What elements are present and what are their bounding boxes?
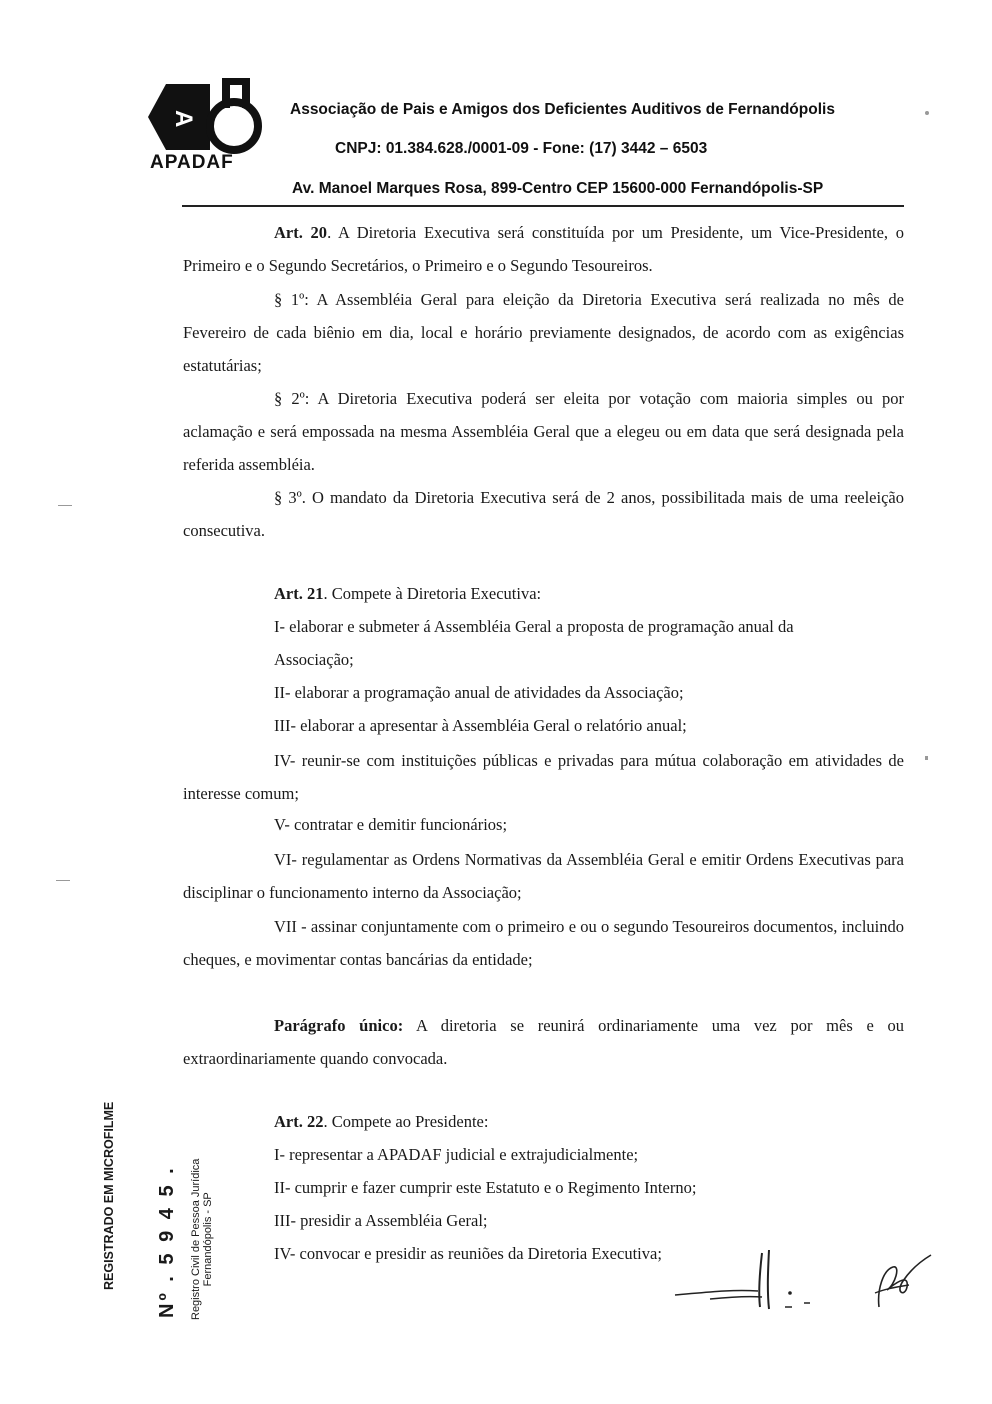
art22-label: Art. 22 [274, 1112, 324, 1131]
art20-section3: § 3º. O mandato da Diretoria Executiva será de 2 anos, possibilitada mais de uma reeleição consecutiva. [183, 488, 904, 540]
paragrafo-unico-text: A diretoria se reunirá ordinariamente uma vez por mês e ou extraordinariamente quando convocada. [183, 1016, 904, 1068]
address: Av. Manoel Marques Rosa, 899-Centro CEP 15600-000 Fernandópolis-SP [292, 180, 824, 197]
registry-office-line2: Fernandópolis - SP [202, 1192, 214, 1287]
header-divider [182, 205, 904, 207]
registration-number: Nº . 5 9 4 5 . [156, 1165, 178, 1318]
scan-speck [56, 880, 70, 881]
paragrafo-unico [183, 1009, 904, 1075]
art20-section2: § 2º: A Diretoria Executiva poderá ser eleita por votação com maioria simples ou por aclamação e será empossada na mesma Assembléia Geral que a elegeu ou em data que será designada pela referida assembléia. [183, 389, 904, 474]
art20-label: Art. 20 [274, 223, 328, 242]
signature-1 [670, 1245, 820, 1315]
scan-speck [58, 505, 72, 506]
art21-item-2: II- elaborar a programação anual de atividades da Associação; [274, 683, 684, 702]
art21-item-4: IV- reunir-se com instituições públicas e privadas para mútua colaboração em atividades de interesse comum; [183, 751, 904, 803]
microfilm-stamp: REGISTRADO EM MICROFILME [102, 1101, 116, 1290]
art21-heading [274, 584, 541, 604]
art22-item-1: I- representar a APADAF judicial e extrajudicialmente; [274, 1145, 639, 1164]
art21-item-5: V- contratar e demitir funcionários; [274, 815, 508, 834]
art21-item-1a: I- elaborar e submeter á Assembléia Geral a proposta de programação anual da [274, 617, 794, 636]
art21-item-3: III- elaborar a apresentar à Assembléia Geral o relatório anual; [274, 716, 687, 735]
art21-item-7: VII - assinar conjuntamente com o primeiro e ou o segundo Tesoureiros documentos, incluindo cheques, e movimentar contas bancárias da entidade; [183, 917, 904, 969]
logo-wordmark: APADAF [150, 152, 234, 173]
signature-2 [865, 1245, 935, 1315]
svg-text:A: A [170, 110, 197, 128]
cnpj-phone: CNPJ: 01.384.628./0001-09 - Fone: (17) 3442 – 6503 [335, 140, 708, 157]
art20-text: . A Diretoria Executiva será constituída por um Presidente, um Vice-Presidente, o Primeiro e o Segundo Secretários, o Primeiro e o Segundo Tesoureiros. [183, 223, 904, 275]
art21-item-1b: Associação; [274, 650, 354, 669]
art21-label: Art. 21 [274, 584, 324, 603]
art22-item-3: III- presidir a Assembléia Geral; [274, 1211, 488, 1230]
paragrafo-unico-label: Parágrafo único: [274, 1016, 404, 1035]
registry-office [190, 1159, 214, 1320]
scan-speck [925, 756, 928, 760]
art22-text: . Compete ao Presidente: [323, 1112, 489, 1131]
art21-text: . Compete à Diretoria Executiva: [323, 584, 542, 603]
org-name: Associação de Pais e Amigos dos Deficientes Auditivos de Fernandópolis [290, 101, 835, 118]
scan-speck [925, 111, 929, 115]
art22-heading [274, 1112, 488, 1132]
registry-office-line1: Registro Civil de Pessoa Jurídica [190, 1158, 202, 1320]
art22-item-4: IV- convocar e presidir as reuniões da Diretoria Executiva; [274, 1244, 662, 1263]
art20-section1: § 1º: A Assembléia Geral para eleição da Diretoria Executiva será realizada no mês de Fevereiro de cada biênio em dia, local e horário previamente designados, de acordo com as exigências estatutárias; [183, 290, 904, 375]
art21-item-6: VI- regulamentar as Ordens Normativas da Assembléia Geral e emitir Ordens Executivas para disciplinar o funcionamento interno da Associação; [183, 850, 904, 902]
art20-paragraph [183, 216, 904, 282]
art22-item-2: II- cumprir e fazer cumprir este Estatuto e o Regimento Interno; [274, 1178, 697, 1197]
